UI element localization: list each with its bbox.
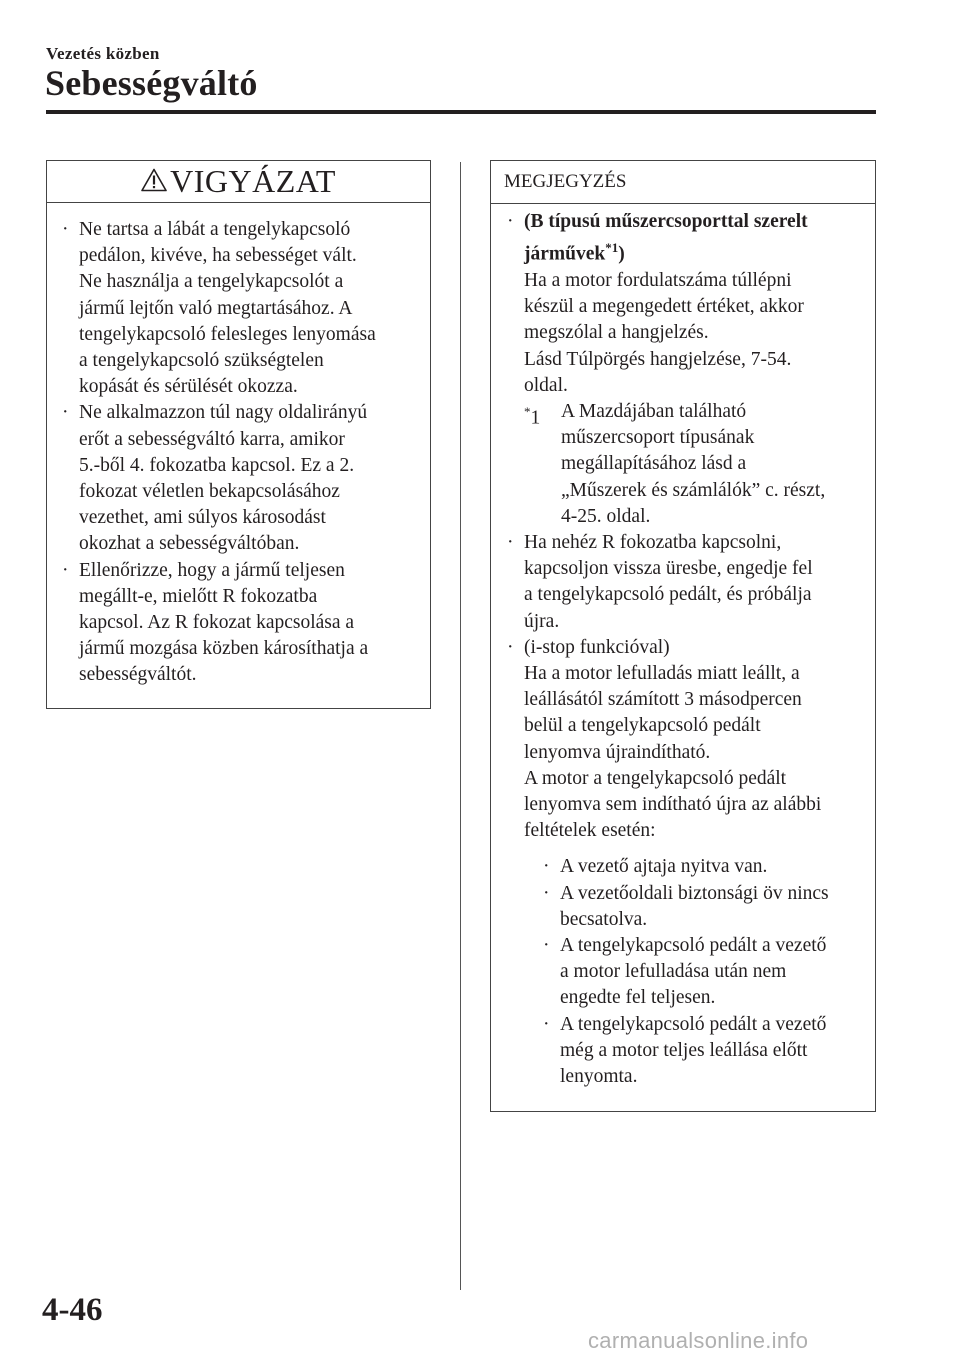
page-title: Sebességváltó (45, 63, 258, 103)
bullet: · (62, 219, 69, 240)
section-label: Vezetés közben (46, 44, 160, 63)
text-line: 4-25. oldal. (561, 505, 651, 527)
sub-item (542, 854, 865, 880)
text-line: készül a megengedett értéket, akkor (524, 296, 804, 318)
text-line: A tengelykapcsoló pedált a vezető (560, 1013, 827, 1035)
text-line: belül a tengelykapcsoló pedált (524, 715, 761, 737)
warning-item (61, 217, 418, 400)
bullet: · (543, 1013, 550, 1035)
bullet: · (507, 636, 514, 658)
text-line: pedálon, kivéve, ha sebességet vált. (79, 245, 357, 267)
sub-item (542, 881, 865, 933)
text-line: Ha nehéz R fokozatba kapcsolni, (524, 531, 782, 553)
text-line: A vezetőoldali biztonsági öv nincs (560, 882, 829, 904)
text-line: erőt a sebességváltó karra, amikor (79, 428, 345, 450)
text-line: fokozat véletlen bekapcsolásához (79, 481, 340, 503)
text-line: a tengelykapcsoló pedált, és próbálja (524, 584, 812, 606)
note-heading-line (524, 235, 865, 268)
sub-item (542, 933, 865, 1012)
column-divider (460, 162, 461, 1290)
title-rule (46, 110, 876, 114)
text-line: műszercsoport típusának (561, 427, 755, 449)
text-line: újra. (524, 610, 560, 632)
note-body (491, 204, 875, 1090)
bullet: · (62, 559, 69, 581)
text-line: Ellenőrizze, hogy a jármű teljesen (79, 559, 345, 581)
text-line: engedte fel teljesen. (560, 987, 716, 1009)
text-line: még a motor teljes leállása előtt (560, 1039, 808, 1061)
note-item (506, 209, 865, 530)
text-line: jármű mozgása közben károsíthatja a (79, 638, 369, 660)
note-heading-text: járművek (524, 243, 606, 265)
text-line: Lásd Túlpörgés hangjelzése, 7-54. (524, 348, 792, 370)
text-line: Ne használja a tengelykapcsolót a (79, 271, 344, 293)
footnote-mark: *1 (524, 403, 541, 429)
note-box (490, 160, 876, 1112)
bullet: · (507, 211, 514, 232)
bullet: · (507, 531, 514, 553)
text-line: tengelykapcsoló felesleges lenyomása (79, 323, 376, 345)
text-line: lenyomta. (560, 1066, 638, 1087)
watermark: carmanualsonline.info (588, 1328, 809, 1353)
text-line: 5.-ből 4. fokozatba kapcsol. Ez a 2. (79, 454, 355, 476)
warning-item (61, 400, 418, 557)
text-line: kopását és sérülését okozza. (79, 376, 298, 398)
text-line: megszólal a hangjelzés. (524, 322, 709, 344)
warning-header (47, 161, 430, 203)
text-line: „Műszerek és számlálók” c. részt, (561, 479, 826, 501)
text-line: kapcsoljon vissza üresbe, engedje fel (524, 558, 813, 580)
text-line: A vezető ajtaja nyitva van. (560, 856, 768, 878)
warning-title: VIGYÁZAT (170, 163, 336, 199)
text-line: leállásától számított 3 másodpercen (524, 689, 802, 711)
text-line: becsatolva. (560, 908, 648, 930)
text-line: megállapításához lásd a (561, 453, 747, 475)
text-line: Ha a motor lefulladás miatt leállt, a (524, 662, 800, 684)
text-line: feltételek esetén: (524, 820, 656, 842)
warning-triangle-icon (141, 168, 167, 192)
text-line: megállt-e, mielőtt R fokozatba (79, 585, 318, 607)
text-line: sebességváltót. (79, 664, 197, 686)
note-heading-line: (B típusú műszercsoporttal szerelt (524, 211, 808, 232)
text-line: lenyomva sem indítható újra az alábbi (524, 793, 822, 815)
text-line: okozhat a sebességváltóban. (79, 533, 300, 555)
sub-item (542, 1012, 865, 1091)
note-item (506, 530, 865, 635)
note-item (506, 635, 865, 1090)
bullet: · (543, 882, 550, 904)
note-title: MEGJEGYZÉS (504, 171, 627, 192)
bullet: · (543, 934, 550, 956)
footnote-ref: *1 (605, 240, 619, 256)
warning-body (47, 203, 430, 689)
text-line: vezethet, ami súlyos károsodást (79, 507, 326, 529)
text-line: A tengelykapcsoló pedált a vezető (560, 934, 827, 956)
text-line: Ne alkalmazzon túl nagy oldalirányú (79, 402, 368, 424)
page-number: 4-46 (42, 1292, 103, 1328)
warning-box (46, 160, 431, 709)
note-header (491, 161, 875, 204)
text-line: kapcsol. Az R fokozat kapcsolása a (79, 612, 355, 634)
warning-item (61, 558, 418, 689)
text-line: lenyomva újraindítható. (524, 741, 711, 763)
text-line: A Mazdájában található (561, 400, 747, 422)
footnote (524, 399, 865, 530)
bullet: · (62, 402, 69, 424)
text-line: A motor a tengelykapcsoló pedált (524, 767, 787, 789)
text-line: Ha a motor fordulatszáma túllépni (524, 269, 792, 291)
text-line: jármű lejtőn való megtartásához. A (79, 297, 353, 319)
note-heading-close: ) (618, 243, 625, 265)
sub-list (524, 854, 865, 1090)
text-line: a tengelykapcsoló szükségtelen (79, 350, 324, 372)
text-line: (i-stop funkcióval) (524, 636, 670, 658)
text-line: Ne tartsa a lábát a tengelykapcsoló (79, 219, 351, 240)
text-line: a motor lefulladása után nem (560, 961, 787, 983)
text-line: oldal. (524, 374, 568, 396)
bullet: · (543, 856, 550, 878)
